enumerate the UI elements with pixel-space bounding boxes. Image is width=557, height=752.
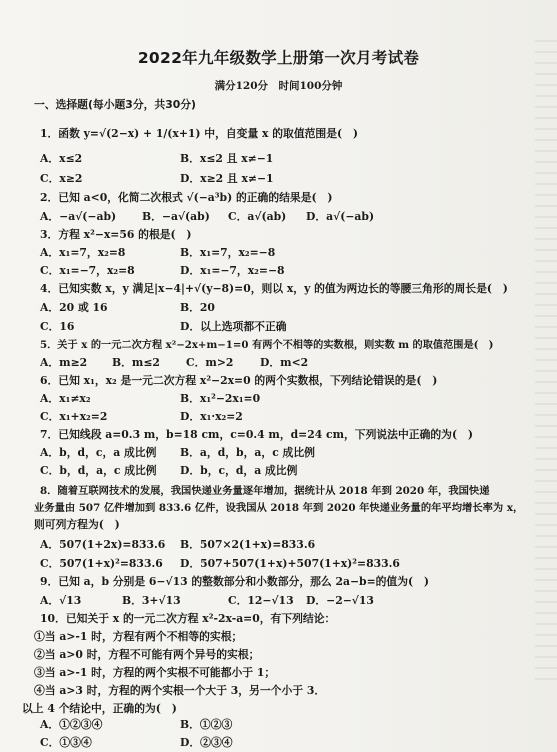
q10-statement-2: ②当 a>0 时，方程不可能有两个异号的实根； — [34, 648, 260, 661]
q7-option-a: A．b，d，c，a 成比例 — [40, 446, 157, 459]
q8-option-d: D．507+507(1+x)+507(1+x)²=833.6 — [180, 557, 400, 570]
q5-option-b: B．m≤2 — [112, 356, 160, 369]
q1-option-a: A．x≤2 — [40, 152, 83, 165]
q6-stem: 6．已知 x₁，x₂ 是一元二次方程 x²−2x=0 的两个实数根，下列结论错误的是( ) — [40, 374, 438, 387]
q4-option-c: C．16 — [40, 320, 75, 333]
q2-stem: 2．已知 a<0，化简二次根式 √(−a³b) 的正确的结果是( ) — [40, 191, 333, 204]
exam-subtitle: 满分120分 时间100分钟 — [214, 80, 343, 92]
q7-option-c: C．b，d，a，c 成比例 — [40, 464, 157, 477]
scan-bleed-through — [535, 40, 557, 680]
q2-option-c: C．a√(ab) — [228, 210, 287, 223]
q8-option-b: B．507×2(1+x)=833.6 — [180, 538, 316, 551]
q6-option-b: B．x₁²−2x₁=0 — [180, 392, 261, 405]
q4-option-b: B．20 — [180, 301, 215, 314]
q10-statement-3: ③当 a>-1 时，方程的两个实根不可能都小于 1； — [34, 666, 276, 679]
q4-option-d: D．以上选项都不正确 — [180, 320, 287, 333]
q10-option-d: D．②③④ — [180, 736, 233, 749]
q8-option-a: A．507(1+2x)=833.6 — [40, 538, 166, 551]
q10-statement-1: ①当 a>-1 时，方程有两个不相等的实根； — [34, 630, 243, 643]
q3-option-a: A．x₁=7，x₂=8 — [40, 246, 126, 259]
q3-option-b: B．x₁=7，x₂=−8 — [180, 246, 276, 259]
q1-option-c: C．x≥2 — [40, 172, 83, 185]
q9-stem: 9．已知 a，b 分别是 6−√13 的整数部分和小数部分，那么 2a−b=的值为( ) — [40, 575, 430, 588]
q9-option-b: B．3+√13 — [122, 594, 181, 607]
q7-option-b: B．a，d，b，a，c 成比例 — [180, 446, 315, 459]
q9-option-a: A．√13 — [40, 594, 82, 607]
q6-option-d: D．x₁·x₂=2 — [180, 410, 243, 423]
q3-stem: 3．方程 x²−x=56 的根是( ) — [40, 228, 192, 241]
q4-option-a: A．20 或 16 — [40, 301, 108, 314]
q6-option-c: C．x₁+x₂=2 — [40, 410, 108, 423]
q5-option-d: D．m<2 — [260, 356, 309, 369]
section-title: 一、选择题(每小题3分，共30分) — [34, 98, 196, 111]
q1-option-b: B．x≤2 且 x≠−1 — [180, 152, 274, 165]
q9-option-c: C．12−√13 — [228, 594, 294, 607]
q8-stem-line2: 业务量由 507 亿件增加到 833.6 亿件，设我国从 2018 年到 2020 年快递业务量的年平均增长率为 x， — [34, 502, 524, 514]
q10-option-a: A．①②③④ — [40, 718, 103, 731]
q2-option-b: B．−a√(ab) — [142, 210, 210, 223]
q7-option-d: D．b，c，d，a 成比例 — [180, 464, 298, 477]
q10-stem: 10．已知关于 x 的一元二次方程 x²-2x-a=0，有下列结论： — [40, 612, 336, 625]
q9-option-d: D．−2−√13 — [306, 594, 374, 607]
q8-stem-line1: 8．随着互联网技术的发展，我国快递业务量逐年增加，据统计从 2018 年到 2020 年，我国快递 — [40, 485, 490, 497]
q3-option-d: D．x₁=−7，x₂=−8 — [180, 264, 285, 277]
exam-title: 2022年九年级数学上册第一次月考试卷 — [137, 49, 420, 67]
q1-option-d: D．x≥2 且 x≠−1 — [180, 172, 274, 185]
q8-option-c: C．507(1+x)²=833.6 — [40, 557, 163, 570]
q2-option-d: D．a√(−ab) — [306, 210, 375, 223]
q5-stem: 5．关于 x 的一元二次方程 x²−2x+m−1=0 有两个不相等的实数根，则实数 m 的取值范围是( ) — [40, 339, 494, 351]
q10-statement-4: ④当 a>3 时，方程的两个实根一个大于 3，另一个小于 3． — [34, 684, 326, 697]
q6-option-a: A．x₁≠x₂ — [40, 392, 91, 405]
q5-option-c: C．m>2 — [186, 356, 234, 369]
q8-stem-line3: 则可列方程为( ) — [34, 518, 120, 531]
q10-question: 以上 4 个结论中，正确的为( ) — [22, 702, 177, 715]
q2-option-a: A．−a√(−ab) — [40, 210, 117, 223]
q7-stem: 7．已知线段 a=0.3 m，b=18 cm，c=0.4 m，d=24 cm，下列说法中正确的为( ) — [40, 428, 473, 441]
q10-option-b: B．①②③ — [180, 718, 233, 731]
q4-stem: 4．已知实数 x，y 满足|x−4|+√(y−8)=0，则以 x，y 的值为两边长的等腰三角形的周长是( ) — [40, 282, 508, 295]
q3-option-c: C．x₁=−7，x₂=8 — [40, 264, 135, 277]
q10-option-c: C．①③④ — [40, 736, 92, 749]
q1-stem: 1．函数 y=√(2−x) + 1/(x+1) 中，自变量 x 的取值范围是( ) — [40, 127, 359, 140]
q5-option-a: A．m≥2 — [40, 356, 88, 369]
